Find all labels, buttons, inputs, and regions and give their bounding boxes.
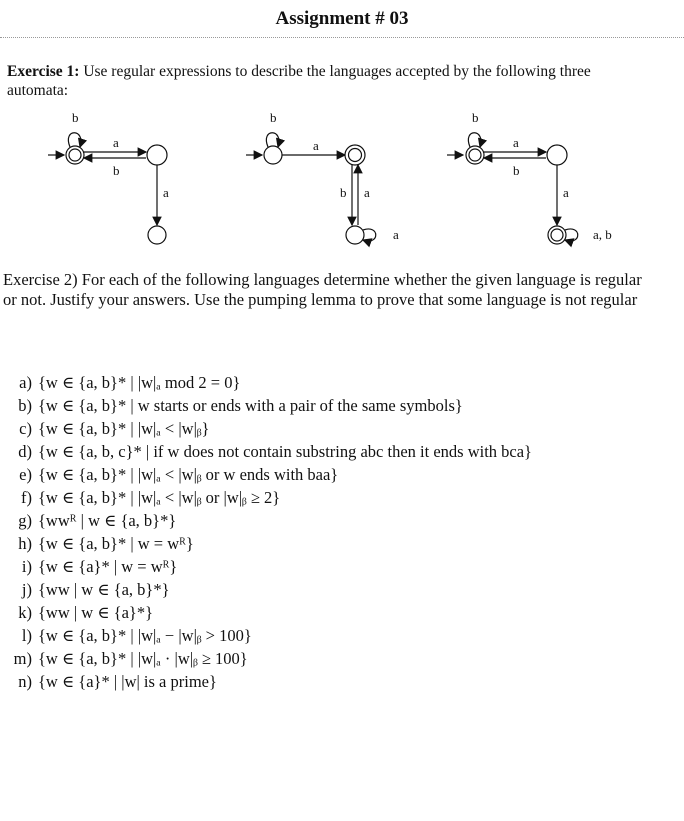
language-item bbox=[6, 578, 676, 601]
item-letter: k) bbox=[18, 603, 32, 622]
item-text: {w ∈ {a, b}* | |w|ₐ · |w|ᵦ ≥ 100} bbox=[38, 649, 248, 668]
item-text: {ww | w ∈ {a, b}*} bbox=[38, 580, 170, 599]
item-letter: a) bbox=[19, 373, 32, 392]
item-text: {w ∈ {a}* | w = wᴿ} bbox=[38, 557, 178, 576]
language-item bbox=[6, 509, 676, 532]
item-text: {w ∈ {a, b}* | |w|ₐ < |w|ᵦ or |w|ᵦ ≥ 2} bbox=[38, 488, 281, 507]
language-item bbox=[6, 417, 676, 440]
item-letter: e) bbox=[19, 465, 32, 484]
automaton-3 bbox=[447, 110, 612, 244]
assignment-title: Assignment # 03 bbox=[275, 8, 409, 29]
item-text: {w ∈ {a, b, c}* | if w does not contain substring abc then it ends with bca} bbox=[38, 442, 532, 461]
exercise-1-text: Use regular expressions to describe the languages accepted by the following three automata: bbox=[7, 63, 591, 99]
language-item bbox=[6, 486, 676, 509]
automaton-2-down-label: a bbox=[364, 185, 370, 200]
item-text: {w ∈ {a, b}* | |w|ₐ mod 2 = 0} bbox=[38, 373, 241, 392]
automaton-1-loop-label: b bbox=[72, 110, 79, 125]
automaton-3-trap-loop bbox=[565, 229, 578, 241]
item-letter: i) bbox=[21, 557, 32, 576]
automaton-2-self-loop bbox=[266, 133, 279, 147]
exercise-2: Exercise 2) For each of the following languages determine whether the given language is regular or not. Justify your answers. Use the pumping lemma to prove that some language is not regular bbox=[3, 270, 642, 309]
item-text: {wwᴿ | w ∈ {a, b}*} bbox=[38, 511, 177, 530]
automaton-2-trap-loop bbox=[363, 229, 376, 241]
item-text: {w ∈ {a}* | |w| is a prime} bbox=[38, 672, 217, 691]
language-list bbox=[6, 371, 676, 693]
automaton-2-right-label: a bbox=[313, 138, 319, 153]
automaton-2-state-accept-ring bbox=[349, 149, 362, 162]
item-letter: m) bbox=[13, 649, 32, 668]
automaton-2-trap-label: a bbox=[393, 227, 399, 242]
item-letter: d) bbox=[18, 442, 32, 461]
automaton-3-state-2 bbox=[547, 145, 567, 165]
language-item bbox=[6, 463, 676, 486]
item-letter: l) bbox=[21, 626, 32, 645]
automaton-3-left-label: b bbox=[513, 163, 520, 178]
item-text: {w ∈ {a, b}* | |w|ₐ < |w|ᵦ or w ends with baa} bbox=[38, 465, 339, 484]
automaton-2-state-initial bbox=[264, 146, 282, 164]
automaton-1 bbox=[48, 110, 169, 244]
language-item bbox=[6, 371, 676, 394]
language-item bbox=[6, 394, 676, 417]
item-text: {w ∈ {a, b}* | |w|ₐ < |w|ᵦ} bbox=[38, 419, 210, 438]
item-letter: h) bbox=[18, 534, 32, 553]
automaton-2-up-label: b bbox=[340, 185, 347, 200]
item-text: {w ∈ {a, b}* | w = wᴿ} bbox=[38, 534, 194, 553]
exercise-1 bbox=[7, 62, 647, 100]
item-letter: c) bbox=[19, 419, 32, 438]
automaton-3-state-initial-accept-ring bbox=[469, 149, 481, 161]
language-item bbox=[6, 440, 676, 463]
automaton-3-self-loop bbox=[468, 133, 481, 147]
item-letter: j) bbox=[21, 580, 32, 599]
item-letter: b) bbox=[18, 396, 32, 415]
automaton-1-left-label: b bbox=[113, 163, 120, 178]
automaton-1-down-label: a bbox=[163, 185, 169, 200]
item-letter: g) bbox=[18, 511, 32, 530]
language-item bbox=[6, 532, 676, 555]
automaton-3-down-label: a bbox=[563, 185, 569, 200]
language-item bbox=[6, 670, 676, 693]
automaton-2-state-trap bbox=[346, 226, 364, 244]
automaton-3-trap-label: a, b bbox=[593, 227, 612, 242]
item-text: {w ∈ {a, b}* | |w|ₐ − |w|ᵦ > 100} bbox=[38, 626, 252, 645]
automaton-1-state-2 bbox=[147, 145, 167, 165]
automaton-2 bbox=[246, 110, 399, 244]
exercise-1-label: Exercise 1: bbox=[7, 63, 80, 80]
language-item bbox=[6, 601, 676, 624]
language-item bbox=[6, 555, 676, 578]
automata-figure bbox=[0, 100, 684, 260]
item-letter: f) bbox=[21, 488, 32, 507]
automaton-1-self-loop bbox=[68, 133, 81, 147]
automaton-3-right-label: a bbox=[513, 135, 519, 150]
automaton-2-loop-label: b bbox=[270, 110, 277, 125]
item-text: {ww | w ∈ {a}*} bbox=[38, 603, 154, 622]
automaton-1-state-initial-accept-ring bbox=[69, 149, 81, 161]
automaton-1-state-3 bbox=[148, 226, 166, 244]
automaton-1-right-label: a bbox=[113, 135, 119, 150]
item-letter: n) bbox=[18, 672, 32, 691]
language-item bbox=[6, 624, 676, 647]
automaton-3-state-trap-accept-ring bbox=[551, 229, 563, 241]
item-text: {w ∈ {a, b}* | w starts or ends with a pair of the same symbols} bbox=[38, 396, 463, 415]
automaton-3-loop-label: b bbox=[472, 110, 479, 125]
title-divider bbox=[0, 37, 684, 38]
language-item bbox=[6, 647, 676, 670]
